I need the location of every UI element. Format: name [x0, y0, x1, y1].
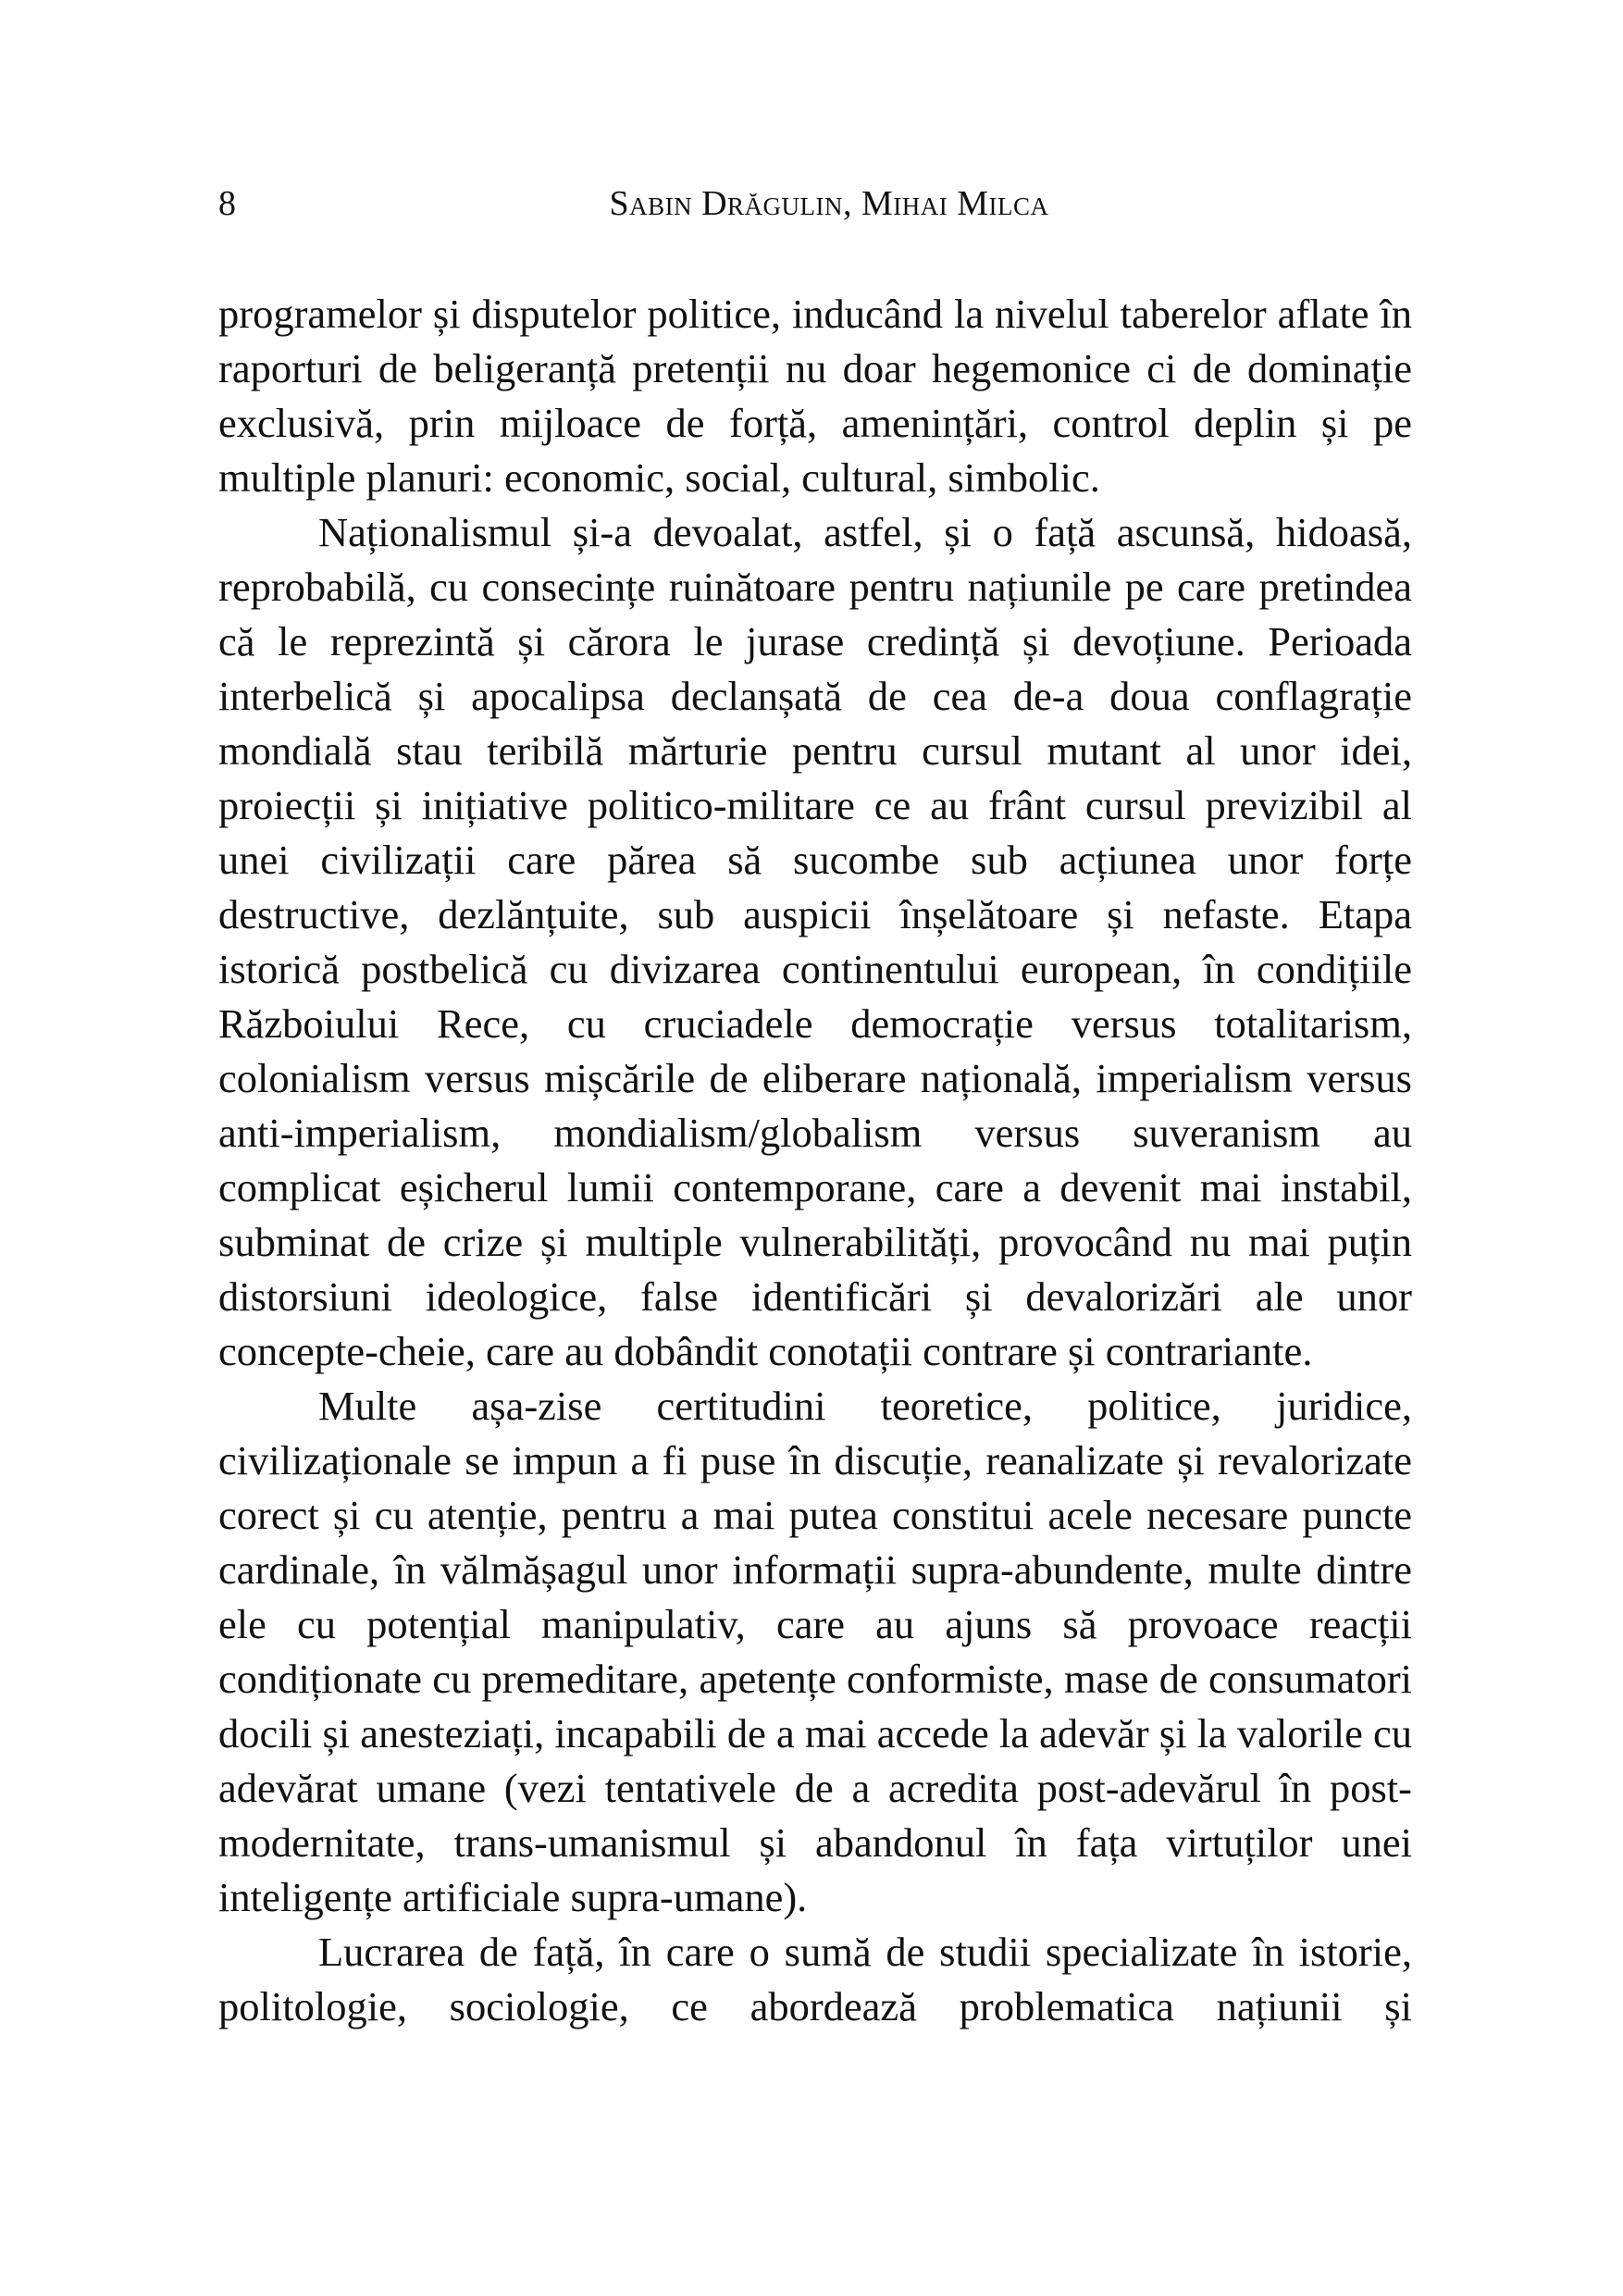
paragraph-nationalism: Naționalismul și-a devoalat, astfel, și o față ascunsă, hidoasă, reprobabilă, cu consecințe ruinătoare pentru națiunile pe care pretindea că le reprezintă și cărora le jurase credință și devoțiune. Perioada interbelică și apocalipsa declanșată de cea de-a doua conflagrație mondială stau teribilă mărturie pentru cursul mutant al unor idei, proiecții și inițiative politico-militare ce au frânt cursul previzibil al unei civilizații care părea să sucombe sub acțiunea unor forțe destructive, dezlănțuite, sub auspicii înșelătoare și nefaste. Etapa istorică postbelică cu divizarea continentului european, în condițiile Războiului Rece, cu cruciadele democrație versus totalitarism, colonialism versus mișcările de eliberare națională, imperialism versus anti-imperialism, mondialism/globalism versus suveranism au complicat eșicherul lumii contemporane, care a devenit mai instabil, subminat de crize și multiple vulnerabilități, provocând nu mai puțin distorsiuni ideologice, false identificări și devalorizări ale unor concepte-cheie, care au dobândit conotații contrare și contrariante.	[218, 509, 1412, 1374]
paragraph-present-work: Lucrarea de față, în care o sumă de studii specializate în istorie, politologie, sociologie, ce abordează problematica națiunii și	[218, 1929, 1412, 2029]
running-title: Sabin Drăgulin, Mihai Milca	[609, 184, 1049, 223]
paragraph-certitudes: Multe așa-zise certitudini teoretice, politice, juridice, civilizaționale se impun a fi puse în discuție, reanalizate și revalorizate corect și cu atenție, pentru a mai putea constitui acele necesare puncte cardinale, în vălmășagul unor informații supra-abundente, multe dintre ele cu potențial manipulativ, care au ajuns să provoace reacții condiționate cu premeditare, apetențe conformiste, mase de consumatori docili și anesteziați, incapabili de a mai accede la adevăr și la valorile cu adevărat umane (vezi tentativele de a acredita post-adevărul în post-modernitate, trans-umanismul și abandonul în fața virtuților unei inteligențe artificiale supra-umane).	[218, 1383, 1412, 1920]
page-number: 8	[218, 184, 236, 223]
running-head	[218, 180, 1440, 227]
body-text	[218, 287, 1412, 2034]
paragraph-continuation: programelor și disputelor politice, inducând la nivelul taberelor aflate în raporturi de beligeranță pretenții nu doar hegemonice ci de dominație exclusivă, prin mijloace de forță, amenințări, control deplin și pe multiple planuri: economic, social, cultural, simbolic.	[218, 291, 1412, 501]
